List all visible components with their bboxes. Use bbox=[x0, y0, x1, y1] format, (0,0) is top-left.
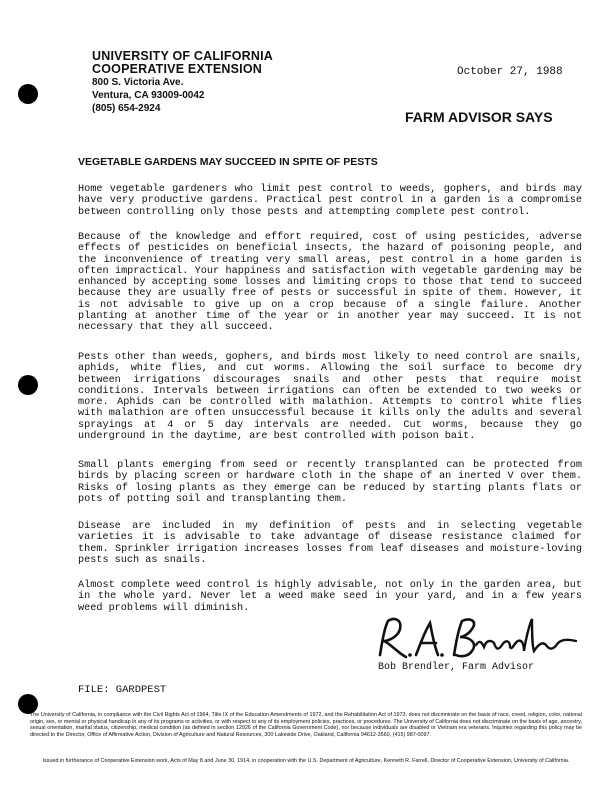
column-title: FARM ADVISOR SAYS bbox=[405, 109, 553, 125]
file-label: FILE: GARDPEST bbox=[78, 684, 167, 696]
address-line2: Ventura, CA 93009-0042 bbox=[92, 90, 205, 101]
org-name-line1: UNIVERSITY OF CALIFORNIA bbox=[92, 49, 273, 63]
letter-date: October 27, 1988 bbox=[457, 66, 563, 78]
binder-hole-middle bbox=[18, 375, 38, 395]
binder-hole-top bbox=[18, 84, 38, 104]
letterhead bbox=[92, 50, 273, 115]
paragraph-1: Home vegetable gardeners who limit pest control to weeds, gophers, and birds may have very productive gardens. Practical pest control in a garden is a compromise between controlling only those pests and attempting complete pest control. bbox=[78, 184, 582, 218]
signer-name: Bob Brendler, Farm Advisor bbox=[378, 662, 535, 673]
nondiscrimination-notice: The University of California, in compliance with the Civil Rights Act of 1964, Title IX of the Education Amendments of 1972, and the Rehabilitation Act of 1973, does not discriminate on the basis of race, creed, religion, color, national origin, sex, or mental or physical handicap in any of its programs or activities, or with respect to any of its employment policies, practices, or procedures. The University of California does not discriminate on the basis of age, ancestry, sexual orientation, marital status, citizenship, medical condition (as defined in section 12926 of the California Government Code), nor because individuals are disabled or Vietnam era veterans. Inquiries regarding this policy may be directed to the Director, Office of Affirmative Action, Division of Agriculture and Natural Resources, 300 Lakeside Drive, Oakland, California 94612-3560, (415) 987-0097. bbox=[30, 712, 582, 738]
paragraph-6: Almost complete weed control is highly advisable, not only in the garden area, but in the whole yard. Never let a weed make seed in your yard, and in a few years weed problems will diminish. bbox=[78, 580, 582, 614]
article-headline: VEGETABLE GARDENS MAY SUCCEED IN SPITE OF PESTS bbox=[78, 156, 378, 168]
paragraph-3: Pests other than weeds, gophers, and birds most likely to need control are snails, aphids, white flies, and cut worms. Allowing the soil surface to become dry between irrigations discourages snails and other pests that require moist conditions. Intervals between irrigations can often be extended to two weeks or more. Aphids can be controlled with malathion. Attempts to control white flies with malathion are often unsuccessful because it kills only the adults and several sprayings at 4 or 5 day intervals are needed. Cut worms, because they go underground in the daytime, are best controlled with poison bait. bbox=[78, 352, 582, 443]
address-line1: 800 S. Victoria Ave. bbox=[92, 77, 184, 88]
paragraph-2: Because of the knowledge and effort required, cost of using pesticides, adverse effects of pesticides on beneficial insects, the hazard of poisoning people, and the inconvenience of treating very small areas, pest control in a home garden is often impractical. Your happiness and satisfaction with vegetable gardening may be enhanced by accepting some losses and limiting crops to those that tend to succeed because they are usually free of pests or successful in spite of them. However, it is not advisable to give up on a crop because of a single failure. Another planting at another time of the year or in another year may succeed. It is not necessary that they all succeed. bbox=[78, 232, 582, 334]
phone-number: (805) 654-2924 bbox=[92, 103, 161, 114]
paragraph-5: Disease are included in my definition of pests and in selecting vegetable varieties it is advisable to take advantage of disease resistance claimed for them. Sprinkler irrigation increases losses from leaf diseases and moisture-loving pests such as snails. bbox=[78, 521, 582, 566]
binder-hole-bottom bbox=[18, 694, 38, 714]
org-name-line2: COOPERATIVE EXTENSION bbox=[92, 62, 262, 76]
cooperative-extension-notice: Issued in furtherance of Cooperative Extension work, Acts of May 8 and June 30, 1914, in cooperation with the U.S. Department of Agriculture, Kenneth R. Farrell, Director of Cooperative Extension, University of California. bbox=[42, 758, 570, 764]
paragraph-4: Small plants emerging from seed or recently transplanted can be protected from birds by placing screen or hardware cloth in the shape of an inerted V over them. Risks of losing plants as they emerge can be reduced by starting plants flats or pots of potting soil and transplanting them. bbox=[78, 460, 582, 505]
handwritten-signature bbox=[372, 615, 587, 663]
